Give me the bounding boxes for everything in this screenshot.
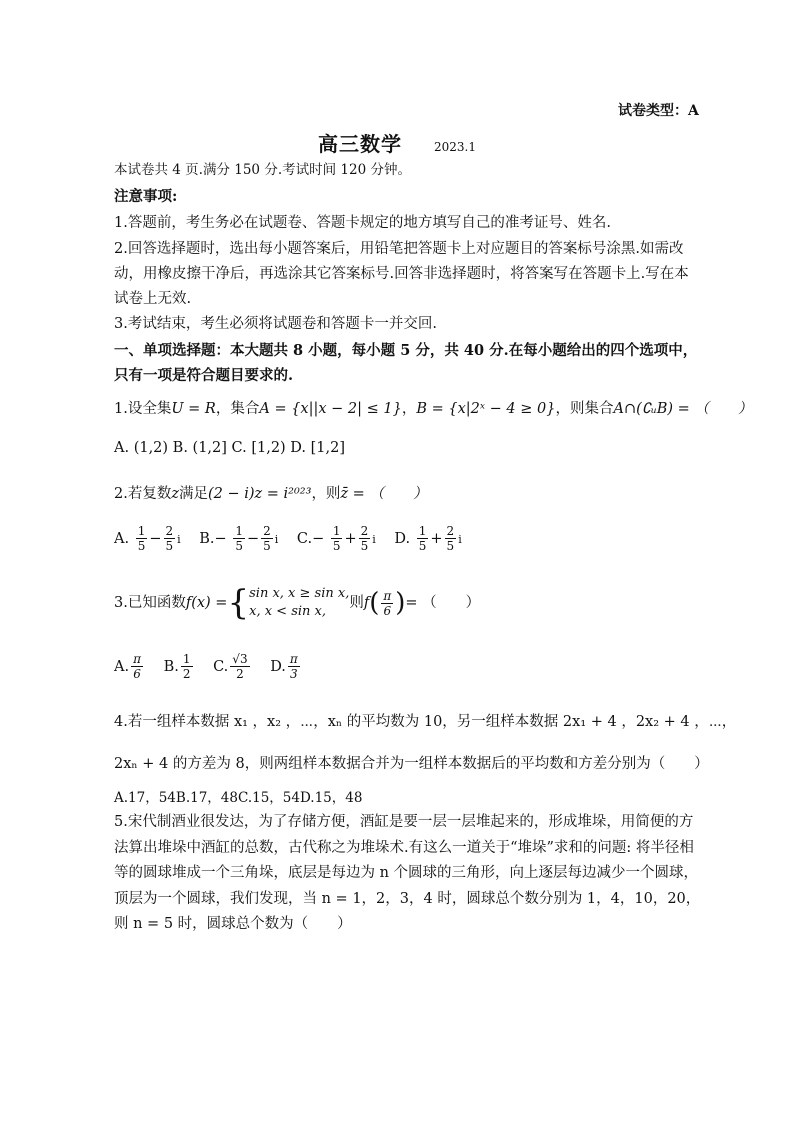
q3-c-den: 2 [236, 667, 244, 681]
q2-c-num1: 1 [332, 524, 341, 538]
q3-stem-a: 3.已知函数 [114, 595, 186, 611]
question-3-stem [114, 585, 480, 621]
q2-c-num2: 2 [360, 524, 369, 538]
question-4-line-2: 2xₙ + 4 的方差为 8，则两组样本数据合并为一组样本数据后的平均数和方差分别为（ ） [114, 756, 709, 772]
q2-option-c-frac1 [331, 524, 343, 553]
q2-d-num2: 2 [446, 524, 455, 538]
q2-c-sign: + [344, 530, 357, 547]
q1-sep: ， [401, 401, 417, 417]
q2-option-b-frac1 [233, 524, 245, 553]
q1-universal-set: U = R [171, 401, 216, 417]
section-heading: 一、单项选择题：本大题共 8 小题，每小题 5 分，共 40 分.在每小题给出的四个选项中，只有一项是符合题目要求的. [114, 342, 698, 384]
q2-option-b [199, 524, 283, 553]
q3-case-1: sin x, x ≥ sin x, [249, 586, 350, 601]
q3-piecewise [249, 585, 349, 621]
q2-option-a-frac1 [136, 524, 148, 553]
q3-fx: f(x) = [185, 595, 228, 611]
q2-option-d-label: D. [394, 530, 411, 547]
q2-c-den2: 5 [360, 539, 369, 553]
q1-stem-b: ，集合 [215, 401, 260, 417]
q1-stem-c: ，则集合 [555, 401, 614, 417]
q3-d-num: π [289, 652, 298, 666]
q3-c-num: √3 [232, 652, 248, 666]
q2-b-lead: − [214, 530, 227, 547]
q2-a-den2: 5 [165, 539, 174, 553]
q1-set-a: A = {x||x − 2| ≤ 1} [259, 401, 402, 417]
q2-option-c-frac2 [359, 524, 371, 553]
q3-option-b-frac [181, 652, 193, 681]
q3-option-d-label: D. [270, 658, 286, 675]
question-1-stem [114, 397, 752, 418]
page-title: 高三数学 [318, 132, 402, 156]
q2-c-tail: i [372, 532, 376, 546]
q3-f: f [363, 595, 370, 611]
notice-heading: 注意事项: [114, 188, 178, 205]
q2-b-num1: 1 [235, 524, 243, 538]
q2-d-den1: 5 [418, 539, 427, 553]
q3-option-a-label: A. [114, 658, 130, 675]
q3-option-a [114, 652, 145, 681]
q3-pi-over-6 [381, 589, 393, 618]
question-4-line-1: 4.若一组样本数据 x₁ ，x₂ ，⋯，xₙ 的平均数为 10，另一组样本数据 2x₁ + 4 ，2x₂ + 4 ，⋯， [114, 714, 737, 730]
q1-target: A∩(∁ᵤB) = （ ） [613, 401, 753, 417]
q2-b-den2: 5 [263, 539, 271, 553]
q2-a-num2: 2 [165, 524, 174, 538]
q3-option-a-frac [131, 652, 143, 681]
q2-option-c-label: C. [296, 530, 313, 547]
q3-option-c-label: C. [213, 658, 229, 675]
q1-stem-a: 1.设全集 [114, 401, 172, 417]
q3-six: 6 [383, 603, 392, 618]
question-4-options: A.17，54B.17，48C.15，54D.15，48 [114, 790, 363, 806]
q3-option-c [213, 652, 251, 681]
notice-item-1: 1.答题前，考生务必在试题卷、答题卡规定的地方填写自己的准考证号、姓名. [114, 215, 611, 231]
q2-stem-b: 满足 [178, 486, 208, 502]
q2-b-tail: i [274, 532, 279, 546]
q2-option-c [296, 524, 381, 553]
q3-b-den: 2 [182, 667, 191, 681]
q2-stem-c: ，则 [311, 486, 341, 502]
q2-a-den1: 5 [137, 539, 146, 553]
q3-stem-b: 则 [349, 595, 364, 611]
paper-type-label: 试卷类型：A [618, 103, 699, 119]
q2-option-a [114, 524, 185, 553]
q2-option-b-frac2 [261, 524, 273, 553]
question-5-text: 5.宋代制酒业很发达，为了存储方便，酒缸是要一层一层堆起来的，形成堆垛，用简便的方法算出堆垛中酒缸的总数，古代称之为堆垛术.有这么一道关于“堆垛”求和的问题: 将半径相等的圆球堆成一个三角垛，底层是每边为 n 个圆球的三角形，向上逐层每边减少一个圆球，顶层为一个圆球，我们发现，当 n = 1，2，3，4 时，圆球总个数分别为 1，4，10，20，则 n = 5 时，圆球总个数为（ ） [114, 814, 701, 932]
q2-option-d [394, 524, 462, 553]
notice-item-3: 3.考试结束，考生必须将试题卷和答题卡一并交回. [114, 316, 437, 332]
question-2-options [114, 524, 476, 553]
q3-option-d-frac [288, 652, 300, 681]
q3-pi: π [383, 588, 392, 603]
q3-option-b-label: B. [163, 658, 179, 675]
q2-d-tail: i [458, 532, 462, 546]
q3-a-den: 6 [133, 667, 141, 681]
q3-option-d [270, 652, 302, 681]
q2-b-sign: − [246, 530, 260, 547]
q2-z: z [171, 486, 179, 502]
q2-option-d-frac1 [417, 524, 429, 553]
intro-text: 本试卷共 4 页.满分 150 分.考试时间 120 分钟。 [114, 162, 411, 178]
q3-d-den: 3 [290, 667, 298, 681]
q3-case-2: x, x < sin x, [249, 604, 326, 619]
exam-date: 2023.1 [434, 140, 476, 154]
q2-expr: (2 − i)z = i²⁰²³ [207, 486, 312, 502]
q2-c-den1: 5 [332, 539, 341, 553]
q2-d-den2: 5 [446, 539, 455, 553]
q3-brace: { [227, 583, 250, 623]
q2-zbar: z̄ = （ ） [340, 486, 428, 502]
q3-option-c-frac [230, 652, 249, 681]
q2-b-num2: 2 [263, 524, 271, 538]
q2-a-num1: 1 [137, 524, 146, 538]
q3-option-b [163, 652, 195, 681]
question-1-options: A. (1,2) B. (1,2] C. [1,2) D. [1,2] [114, 440, 346, 456]
q3-b-num: 1 [182, 652, 191, 666]
q2-option-d-frac2 [445, 524, 457, 553]
q2-option-b-label: B. [199, 530, 215, 547]
q3-a-num: π [133, 652, 141, 666]
notice-item-2: 2.回答选择题时，选出每小题答案后，用铅笔把答题卡上对应题目的答案标号涂黑.如需改动，用橡皮擦干净后，再选涂其它答案标号.回答非选择题时，将答案写在答题卡上.写在本试卷上无效. [114, 241, 689, 307]
q3-lparen: ( [369, 588, 380, 618]
question-3-options [114, 652, 316, 681]
q3-tail: = （ ） [405, 595, 481, 611]
q2-d-num1: 1 [418, 524, 427, 538]
q2-option-a-label: A. [114, 530, 130, 547]
q2-a-sign: − [149, 530, 162, 547]
q2-d-sign: + [430, 530, 443, 547]
question-2-stem [114, 482, 427, 503]
q2-b-den1: 5 [235, 539, 243, 553]
q2-option-a-frac2 [164, 524, 176, 553]
q1-set-b: B = {x|2ˣ − 4 ≥ 0} [416, 401, 556, 417]
q2-stem-a: 2.若复数 [114, 486, 172, 502]
q3-rparen: ) [395, 588, 406, 618]
q2-a-tail: i [177, 532, 181, 546]
title-row [0, 128, 794, 157]
q2-c-lead: − [312, 530, 325, 547]
